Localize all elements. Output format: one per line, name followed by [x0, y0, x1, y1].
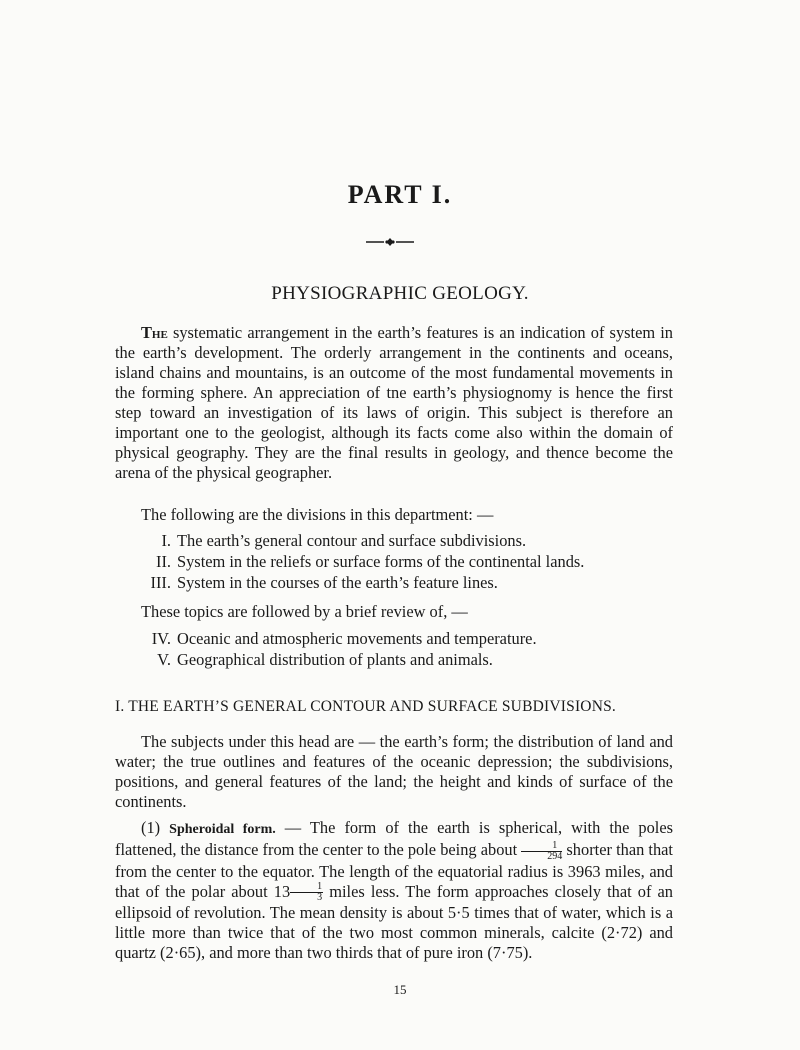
review-list [137, 628, 537, 670]
part-title: PART I. [347, 180, 453, 209]
chapter-heading: I. THE EARTH’S GENERAL CONTOUR AND SURFACE SUBDIVISIONS. [115, 698, 616, 715]
list-item-text: Geographical distribution of plants and animals. [177, 650, 493, 669]
subjects-paragraph [115, 732, 673, 812]
list-item [137, 572, 584, 593]
list-item-number: V. [157, 650, 171, 669]
divisions-list [137, 530, 584, 593]
intro-lead-word: The [141, 323, 168, 342]
list-item [137, 530, 584, 551]
divisions-intro-line: The following are the divisions in this department: — [141, 505, 494, 524]
run-in-heading: Spheroidal form. [169, 822, 276, 837]
intro-text: systematic arrangement in the earth’s features is an indication of system in the earth’s development. The orderly arrangement in the continents and oceans, island chains and mountains, is an outcome of the most fundamental movements in the forming sphere. An appreciation of tne earth’s physiognomy is hence the first step toward an investigation of its laws of origin. This subject is therefore an important one to the geologist, although its facts come also within the domain of physical geography. They are the final results in geology, and thence become the arena of the physical geographer. [115, 323, 673, 482]
spheroid-paragraph [115, 818, 673, 963]
paragraph-number: (1) [141, 818, 161, 837]
page-number: 15 [393, 982, 407, 997]
list-item-text: Oceanic and atmospheric movements and temperature. [177, 629, 537, 648]
list-item [137, 628, 537, 649]
list-item-text: System in the reliefs or surface forms of the continental lands. [177, 552, 585, 571]
list-item-number: II. [155, 552, 171, 571]
section-title: PHYSIOGRAPHIC GEOLOGY. [271, 283, 529, 304]
subjects-text: The subjects under this head are — the earth’s form; the distribution of land and water; the true outlines and features of the oceanic depression; the subdivisions, positions, and general features of the land; the height and kinds of surface of the continents. [115, 732, 673, 811]
list-item-text: System in the courses of the earth’s feature lines. [177, 573, 498, 592]
list-item [137, 551, 584, 572]
spheroid-text-b: shorter than that from the center to the equator. The length of the equatorial radius is 3963 miles, and that of the polar about 13 [115, 840, 673, 901]
list-item-number: I. [161, 531, 171, 550]
list-item-number: IV. [151, 629, 171, 648]
ornamental-rule-icon [364, 232, 416, 252]
spheroid-text-c: miles less. The form approaches closely that of an ellipsoid of revolution. The mean density is about 5·5 times that of water, which is a little more than twice that of the two most common minerals, calcite (2·72) and quartz (2·65), and more than two thirds that of pure iron (7·75). [115, 881, 673, 963]
list-item [137, 649, 537, 670]
intro-paragraph [115, 323, 673, 483]
fraction-one-294: $\frac{1}{294}$ [521, 841, 562, 862]
fraction-one-third: $\frac{1}{3}$ [290, 882, 323, 903]
list-item-number: III. [150, 573, 171, 592]
spheroid-text-a: — The form of the earth is spherical, with the poles flattened, the distance from the center to the pole being about [115, 818, 673, 859]
list-item-text: The earth’s general contour and surface subdivisions. [177, 531, 527, 550]
review-intro-line: These topics are followed by a brief review of, — [141, 602, 468, 621]
